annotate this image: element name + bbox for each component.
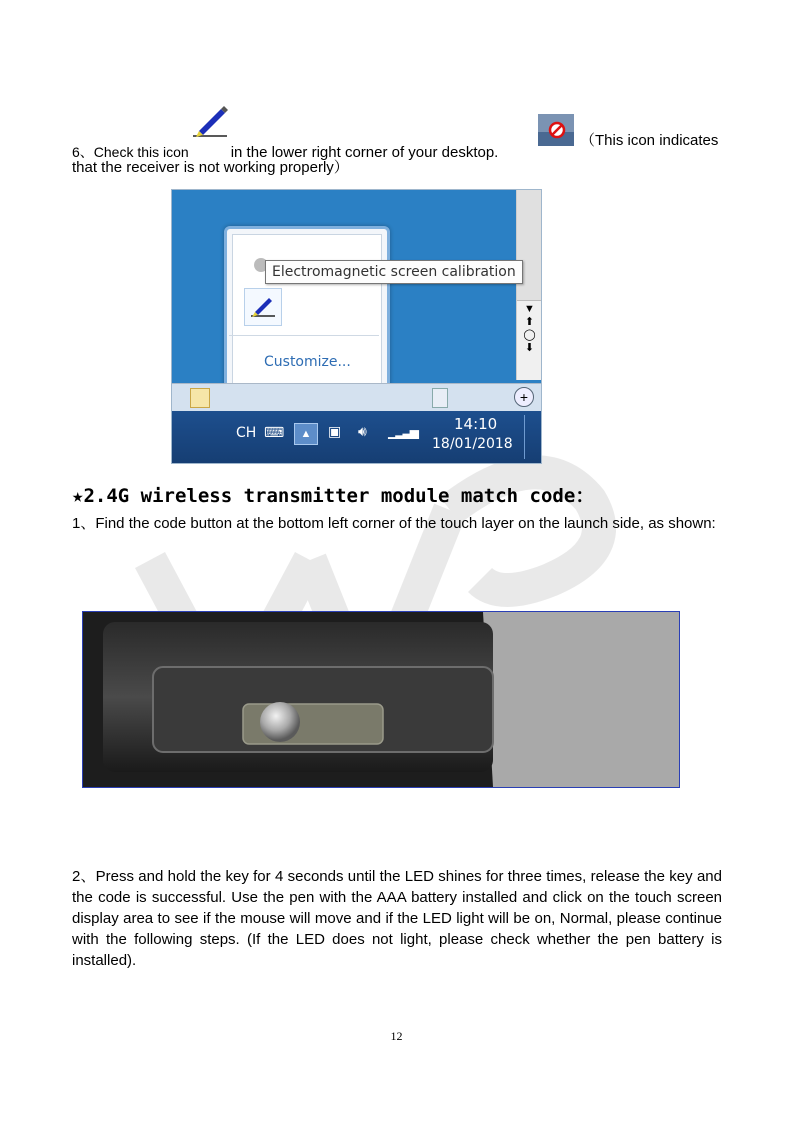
customize-link[interactable]: Customize...: [264, 354, 351, 370]
step-2-text: 2、Press and hold the key for 4 seconds until the LED shines for three times, release the key and the code is successful. Use the pen with the AAA battery installed and click on the touch screen display area to see if the mouse will move and if the LED light will be on, Normal, please continue with the following steps. (If the LED does not light, please check whether the pen battery is installed).: [72, 868, 722, 969]
pen-calibration-icon: [245, 289, 281, 325]
language-indicator[interactable]: CH: [236, 425, 257, 441]
slider-thumb-icon[interactable]: [432, 388, 448, 408]
network-device-icon[interactable]: ▣: [328, 424, 342, 440]
receiver-error-icon: [538, 114, 574, 146]
step-6-middle: in the lower right corner of your desktop.: [230, 144, 499, 161]
signal-icon[interactable]: ▁▂▃▅: [388, 425, 417, 439]
notes-icon[interactable]: [190, 388, 210, 408]
keyboard-icon[interactable]: ⌨: [264, 425, 285, 441]
circle-icon: ◯: [523, 329, 536, 341]
clock-date[interactable]: 18/01/2018: [432, 436, 513, 452]
show-hidden-icons-button[interactable]: ▲: [294, 423, 318, 445]
taskbar: [172, 411, 541, 463]
step-1-text: 1、Find the code button at the bottom left corner of the touch layer on the launch side, as shown:: [72, 515, 716, 532]
section-heading: ★2.4G wireless transmitter module match code：: [72, 485, 595, 507]
tray-pen-slot[interactable]: [244, 288, 282, 326]
page-number: 12: [390, 1029, 403, 1043]
step-6-suffix: （This icon indicates: [580, 132, 719, 149]
step-6-line-2: that the receiver is not working properly）: [72, 159, 349, 176]
step-6-prefix: 6、Check this icon: [72, 144, 189, 160]
tooltip: Electromagnetic screen calibration: [265, 260, 523, 284]
code-button: [260, 702, 300, 742]
clock-time[interactable]: 14:10: [454, 415, 498, 433]
module-photo: [82, 611, 680, 788]
scroll-strip: [516, 190, 542, 380]
transmitter-module-illustration: [83, 612, 679, 787]
separator: [229, 335, 379, 336]
volume-icon[interactable]: 🔊︎: [358, 424, 367, 440]
arrow-down-small-icon: ⬇: [524, 342, 535, 354]
plus-icon[interactable]: +: [514, 387, 534, 407]
tray-screenshot: [171, 189, 542, 464]
pen-calibration-icon: [191, 104, 229, 138]
toolbar-strip: [172, 383, 541, 412]
arrow-up-icon: ⬆: [524, 316, 535, 328]
arrow-down-icon: ▼: [524, 303, 535, 315]
show-desktop-button[interactable]: [524, 415, 537, 459]
